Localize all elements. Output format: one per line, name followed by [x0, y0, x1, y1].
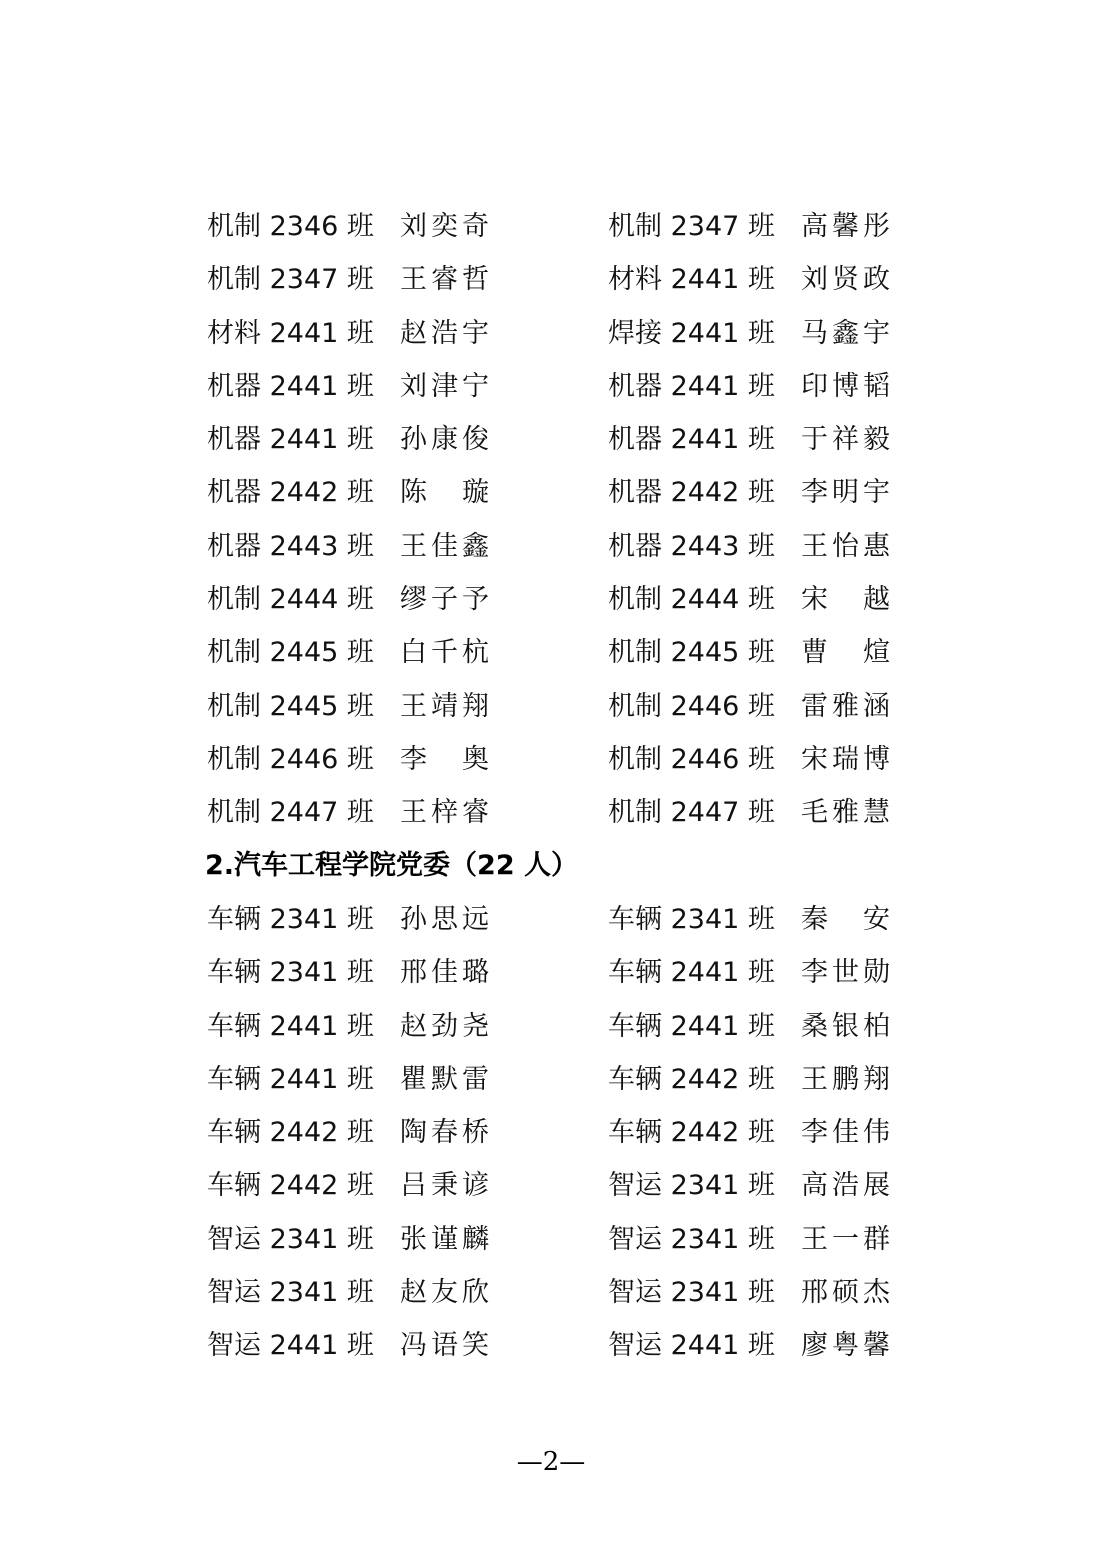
class-left: 材料 2441 班 [207, 317, 374, 349]
student-left: 王睿哲 [400, 264, 493, 296]
class-right: 焊接 2441 班 [608, 317, 775, 349]
student-right: 桑银柏 [801, 1010, 894, 1042]
class-left: 机器 2442 班 [207, 477, 374, 509]
student-right: 曹 煊 [801, 637, 894, 669]
page-number: —2— [516, 1447, 586, 1477]
student-right: 宋 越 [801, 584, 894, 616]
class-right: 车辆 2441 班 [608, 957, 775, 989]
list-item [207, 1159, 907, 1212]
student-left: 刘津宁 [400, 370, 493, 402]
student-left: 邢佳璐 [400, 957, 493, 989]
section-heading: 2.汽车工程学院党委（22 人） [205, 850, 579, 881]
class-left: 车辆 2341 班 [207, 957, 374, 989]
class-left: 车辆 2341 班 [207, 904, 374, 935]
list-item [207, 946, 907, 999]
section2-name-list [207, 893, 907, 1373]
student-left: 王靖翔 [400, 690, 493, 722]
student-left: 张谨麟 [400, 1223, 493, 1255]
student-right: 李世勋 [801, 957, 894, 989]
student-right: 李佳伟 [801, 1117, 894, 1149]
student-left: 陶春桥 [400, 1117, 493, 1149]
list-item [207, 1053, 907, 1106]
class-left: 车辆 2442 班 [207, 1117, 374, 1149]
class-left: 智运 2441 班 [207, 1330, 374, 1362]
class-left: 车辆 2441 班 [207, 1010, 374, 1042]
student-right: 印博韬 [801, 370, 894, 402]
class-left: 车辆 2442 班 [207, 1170, 374, 1202]
class-right: 智运 2341 班 [608, 1170, 775, 1202]
student-left: 李 奥 [400, 743, 493, 775]
list-item [207, 1319, 907, 1372]
class-left: 机制 2445 班 [207, 637, 374, 669]
class-right: 机器 2441 班 [608, 370, 775, 402]
class-right: 车辆 2441 班 [608, 1010, 775, 1042]
list-item [207, 307, 907, 360]
student-right: 毛雅慧 [801, 797, 894, 829]
student-left: 赵友欣 [400, 1277, 493, 1309]
class-right: 机器 2443 班 [608, 530, 775, 562]
class-right: 机器 2442 班 [608, 477, 775, 509]
list-item [207, 1000, 907, 1053]
student-right: 于祥毅 [801, 424, 894, 456]
list-item [207, 1106, 907, 1159]
section1-name-list [207, 200, 907, 840]
list-item [207, 253, 907, 306]
list-item [207, 466, 907, 519]
class-left: 机制 2446 班 [207, 743, 374, 775]
class-right: 智运 2341 班 [608, 1223, 775, 1255]
class-right: 机器 2441 班 [608, 424, 775, 456]
list-item [207, 1266, 907, 1319]
class-left: 机制 2445 班 [207, 690, 374, 722]
list-item [207, 626, 907, 679]
student-left: 王梓睿 [400, 797, 493, 829]
list-item [207, 360, 907, 413]
list-item [207, 680, 907, 733]
list-item [207, 786, 907, 839]
student-right: 高馨彤 [801, 211, 894, 242]
student-right: 马鑫宇 [801, 317, 894, 349]
student-right: 秦 安 [801, 904, 894, 935]
student-right: 王鹏翔 [801, 1063, 894, 1095]
list-item [207, 573, 907, 626]
student-left: 王佳鑫 [400, 530, 493, 562]
class-right: 车辆 2341 班 [608, 904, 775, 935]
list-item [207, 520, 907, 573]
class-left: 机制 2444 班 [207, 584, 374, 616]
class-right: 机制 2445 班 [608, 637, 775, 669]
student-left: 刘奕奇 [400, 211, 493, 242]
student-right: 高浩展 [801, 1170, 894, 1202]
student-right: 王怡惠 [801, 530, 894, 562]
student-right: 王一群 [801, 1223, 894, 1255]
class-right: 机制 2444 班 [608, 584, 775, 616]
list-item [207, 413, 907, 466]
class-left: 智运 2341 班 [207, 1277, 374, 1309]
student-left: 赵浩宇 [400, 317, 493, 349]
class-left: 机器 2441 班 [207, 424, 374, 456]
class-left: 机制 2447 班 [207, 797, 374, 829]
class-right: 智运 2441 班 [608, 1330, 775, 1362]
class-left: 车辆 2441 班 [207, 1063, 374, 1095]
student-left: 吕秉谚 [400, 1170, 493, 1202]
student-left: 缪子予 [400, 584, 493, 616]
list-item [207, 200, 907, 253]
student-left: 孙康俊 [400, 424, 493, 456]
class-left: 机制 2347 班 [207, 264, 374, 296]
class-left: 智运 2341 班 [207, 1223, 374, 1255]
student-left: 陈 璇 [400, 477, 493, 509]
student-left: 白千杭 [400, 637, 493, 669]
student-right: 宋瑞博 [801, 743, 894, 775]
student-right: 邢硕杰 [801, 1277, 894, 1309]
student-left: 赵劲尧 [400, 1010, 493, 1042]
class-right: 智运 2341 班 [608, 1277, 775, 1309]
student-right: 刘贤政 [801, 264, 894, 296]
class-right: 机制 2446 班 [608, 743, 775, 775]
class-left: 机器 2441 班 [207, 370, 374, 402]
class-left: 机制 2346 班 [207, 211, 374, 242]
list-item [207, 893, 907, 946]
class-right: 机制 2347 班 [608, 211, 775, 242]
list-item [207, 733, 907, 786]
student-right: 李明宇 [801, 477, 894, 509]
class-right: 车辆 2442 班 [608, 1063, 775, 1095]
student-left: 冯语笑 [400, 1330, 493, 1362]
student-right: 廖粤馨 [801, 1330, 894, 1362]
class-right: 机制 2447 班 [608, 797, 775, 829]
student-left: 孙思远 [400, 904, 493, 935]
student-left: 瞿默雷 [400, 1063, 493, 1095]
class-left: 机器 2443 班 [207, 530, 374, 562]
class-right: 机制 2446 班 [608, 690, 775, 722]
student-right: 雷雅涵 [801, 690, 894, 722]
class-right: 材料 2441 班 [608, 264, 775, 296]
class-right: 车辆 2442 班 [608, 1117, 775, 1149]
list-item [207, 1213, 907, 1266]
